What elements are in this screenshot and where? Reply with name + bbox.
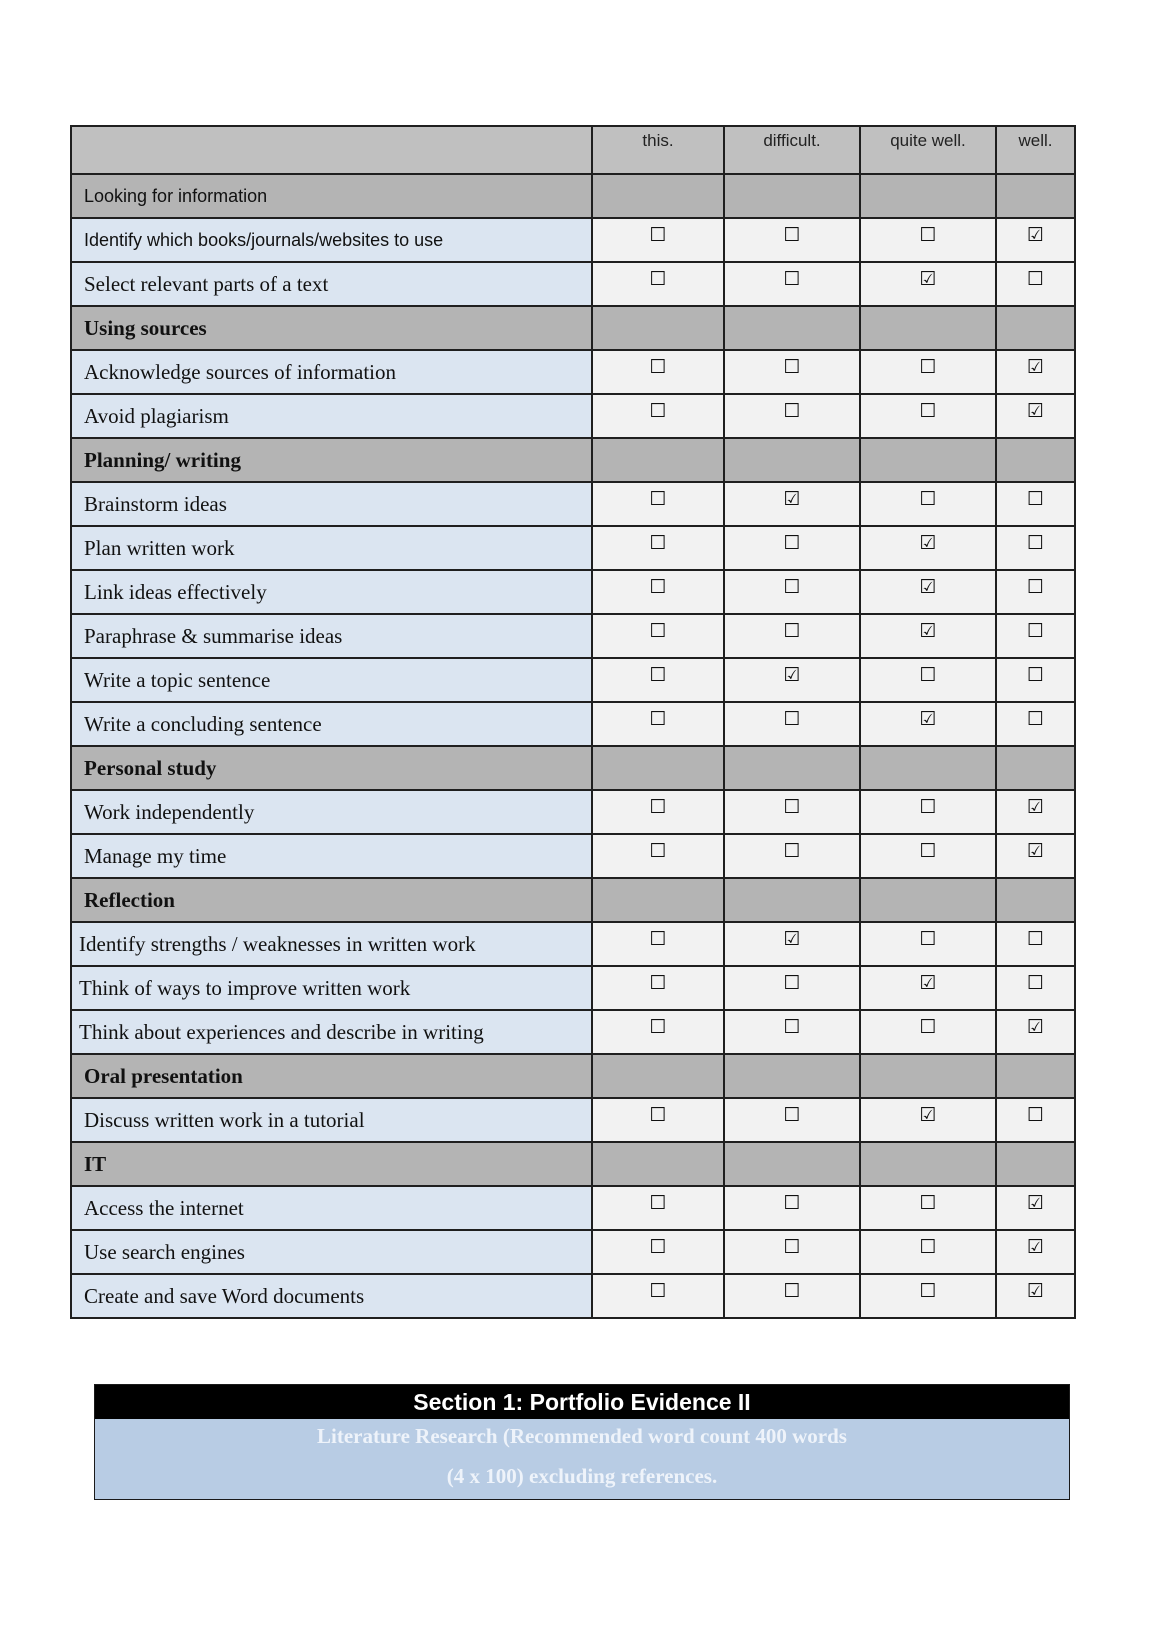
- banner-line-1: Literature Research (Recommended word count 400 words: [317, 1424, 847, 1448]
- unchecked-box-icon[interactable]: ☐: [1026, 488, 1045, 510]
- skill-label-cell: [71, 614, 592, 658]
- skill-label-cell: [71, 702, 592, 746]
- skill-label-cell: [71, 922, 592, 966]
- skill-label: Identify strengths / weaknesses in written work: [79, 931, 476, 956]
- section-blank-cell: [860, 438, 996, 482]
- checked-box-icon[interactable]: ☑: [919, 532, 937, 554]
- skill-row: [71, 482, 1075, 526]
- rating-cell: [996, 966, 1075, 1010]
- checked-box-icon[interactable]: ☑: [1026, 840, 1045, 862]
- section-heading-cell: [71, 746, 592, 790]
- section-blank-cell: [724, 746, 860, 790]
- rating-cell: [724, 1098, 860, 1142]
- unchecked-box-icon[interactable]: ☐: [783, 708, 801, 730]
- skill-label-cell: [71, 658, 592, 702]
- skill-label-cell: [71, 1098, 592, 1142]
- rating-cell: [724, 1186, 860, 1230]
- rating-cell: [592, 218, 724, 262]
- rating-cell: [592, 1098, 724, 1142]
- section-heading-cell: [71, 174, 592, 218]
- section-heading: IT: [84, 1151, 107, 1176]
- skill-label-cell: [71, 350, 592, 394]
- unchecked-box-icon[interactable]: ☐: [1026, 268, 1045, 290]
- rating-cell: [996, 790, 1075, 834]
- rating-cell: [592, 570, 724, 614]
- skill-row: [71, 702, 1075, 746]
- unchecked-box-icon[interactable]: ☐: [1026, 972, 1045, 994]
- rating-cell: [592, 1186, 724, 1230]
- skill-label: Manage my time: [84, 843, 227, 868]
- section-heading: Oral presentation: [84, 1063, 243, 1088]
- checked-box-icon[interactable]: ☑: [1026, 1236, 1045, 1258]
- unchecked-box-icon[interactable]: ☐: [919, 796, 937, 818]
- unchecked-box-icon[interactable]: ☐: [1026, 532, 1045, 554]
- rating-cell: [996, 1230, 1075, 1274]
- rating-cell: [996, 262, 1075, 306]
- unchecked-box-icon[interactable]: ☐: [783, 840, 801, 862]
- rating-cell: [592, 1010, 724, 1054]
- rating-cell: [592, 1230, 724, 1274]
- rating-cell: [592, 614, 724, 658]
- skill-label: Use search engines: [84, 1239, 245, 1264]
- unchecked-box-icon[interactable]: ☐: [649, 1192, 667, 1214]
- unchecked-box-icon[interactable]: ☐: [919, 356, 937, 378]
- rating-cell: [996, 1274, 1075, 1318]
- rating-cell: [996, 570, 1075, 614]
- rating-cell: [592, 350, 724, 394]
- skill-label: Identify which books/journals/websites to use: [84, 229, 444, 250]
- unchecked-box-icon[interactable]: ☐: [649, 928, 667, 950]
- rating-cell: [724, 350, 860, 394]
- skill-label: Access the internet: [84, 1195, 244, 1220]
- skill-row: [71, 1186, 1075, 1230]
- rating-cell: [592, 482, 724, 526]
- unchecked-box-icon[interactable]: ☐: [1026, 576, 1045, 598]
- rating-cell: [860, 350, 996, 394]
- skill-label-cell: [71, 394, 592, 438]
- section-blank-cell: [996, 878, 1075, 922]
- rating-cell: [724, 658, 860, 702]
- rating-cell: [996, 834, 1075, 878]
- rating-cell: [724, 922, 860, 966]
- section-blank-cell: [860, 1054, 996, 1098]
- unchecked-box-icon[interactable]: ☐: [649, 1236, 667, 1258]
- rating-cell: [724, 966, 860, 1010]
- column-header: this.: [592, 126, 724, 174]
- rating-cell: [592, 966, 724, 1010]
- unchecked-box-icon[interactable]: ☐: [919, 1016, 937, 1038]
- skills-checklist-table: [70, 125, 1076, 1319]
- skill-row: [71, 350, 1075, 394]
- skill-label-cell: [71, 218, 592, 262]
- checked-box-icon[interactable]: ☑: [783, 928, 801, 950]
- rating-cell: [996, 1010, 1075, 1054]
- skill-label: Acknowledge sources of information: [84, 359, 396, 384]
- skill-row: [71, 1010, 1075, 1054]
- section-blank-cell: [592, 438, 724, 482]
- unchecked-box-icon[interactable]: ☐: [783, 1280, 801, 1302]
- skill-row: [71, 790, 1075, 834]
- rating-cell: [860, 570, 996, 614]
- rating-cell: [996, 482, 1075, 526]
- skill-row: [71, 658, 1075, 702]
- unchecked-box-icon[interactable]: ☐: [649, 400, 667, 422]
- skill-label: Select relevant parts of a text: [84, 271, 329, 296]
- section-blank-cell: [996, 1054, 1075, 1098]
- checked-box-icon[interactable]: ☑: [1026, 1016, 1045, 1038]
- section-blank-cell: [860, 306, 996, 350]
- rating-cell: [592, 658, 724, 702]
- rating-cell: [860, 1274, 996, 1318]
- unchecked-box-icon[interactable]: ☐: [783, 532, 801, 554]
- rating-cell: [860, 218, 996, 262]
- skill-label-cell: [71, 966, 592, 1010]
- rating-cell: [724, 262, 860, 306]
- checked-box-icon[interactable]: ☑: [1026, 400, 1045, 422]
- column-header: well.: [996, 126, 1075, 174]
- unchecked-box-icon[interactable]: ☐: [783, 972, 801, 994]
- skill-label: Work independently: [84, 799, 255, 824]
- section-blank-cell: [724, 1142, 860, 1186]
- header-row: [71, 126, 1075, 174]
- skill-row: [71, 966, 1075, 1010]
- unchecked-box-icon[interactable]: ☐: [919, 1192, 937, 1214]
- unchecked-box-icon[interactable]: ☐: [649, 224, 667, 246]
- section-heading: Personal study: [84, 755, 217, 780]
- skill-label-cell: [71, 570, 592, 614]
- rating-cell: [724, 1010, 860, 1054]
- banner-title: Section 1: Portfolio Evidence II: [95, 1385, 1069, 1419]
- unchecked-box-icon[interactable]: ☐: [783, 1016, 801, 1038]
- unchecked-box-icon[interactable]: ☐: [649, 1016, 667, 1038]
- rating-cell: [724, 570, 860, 614]
- unchecked-box-icon[interactable]: ☐: [783, 1104, 801, 1126]
- rating-cell: [996, 702, 1075, 746]
- column-header: difficult.: [724, 126, 860, 174]
- rating-cell: [996, 350, 1075, 394]
- rating-cell: [996, 614, 1075, 658]
- unchecked-box-icon[interactable]: ☐: [649, 356, 667, 378]
- unchecked-box-icon[interactable]: ☐: [649, 532, 667, 554]
- checked-box-icon[interactable]: ☑: [1026, 1280, 1045, 1302]
- rating-cell: [592, 790, 724, 834]
- unchecked-box-icon[interactable]: ☐: [649, 1280, 667, 1302]
- section-heading-cell: [71, 306, 592, 350]
- rating-cell: [996, 1098, 1075, 1142]
- skill-label: Plan written work: [84, 535, 235, 560]
- checked-box-icon[interactable]: ☑: [1026, 796, 1045, 818]
- column-header: quite well.: [860, 126, 996, 174]
- checked-box-icon[interactable]: ☑: [919, 620, 937, 642]
- rating-cell: [860, 262, 996, 306]
- unchecked-box-icon[interactable]: ☐: [649, 576, 667, 598]
- rating-cell: [724, 702, 860, 746]
- unchecked-box-icon[interactable]: ☐: [649, 708, 667, 730]
- unchecked-box-icon[interactable]: ☐: [783, 400, 801, 422]
- checked-box-icon[interactable]: ☑: [783, 488, 801, 510]
- skill-row: [71, 834, 1075, 878]
- checked-box-icon[interactable]: ☑: [919, 576, 937, 598]
- unchecked-box-icon[interactable]: ☐: [783, 796, 801, 818]
- rating-cell: [860, 834, 996, 878]
- section-blank-cell: [996, 1142, 1075, 1186]
- section-heading: Looking for information: [84, 185, 268, 206]
- rating-cell: [592, 1274, 724, 1318]
- section-blank-cell: [860, 746, 996, 790]
- unchecked-box-icon[interactable]: ☐: [783, 576, 801, 598]
- rating-cell: [592, 262, 724, 306]
- section-row: [71, 1054, 1075, 1098]
- skill-row: [71, 922, 1075, 966]
- section-blank-cell: [860, 1142, 996, 1186]
- section-row: [71, 746, 1075, 790]
- rating-cell: [860, 966, 996, 1010]
- checked-box-icon[interactable]: ☑: [919, 1104, 937, 1126]
- unchecked-box-icon[interactable]: ☐: [783, 620, 801, 642]
- unchecked-box-icon[interactable]: ☐: [919, 400, 937, 422]
- skill-label: Brainstorm ideas: [84, 491, 227, 516]
- rating-cell: [860, 790, 996, 834]
- rating-cell: [860, 1010, 996, 1054]
- checked-box-icon[interactable]: ☑: [919, 972, 937, 994]
- skill-label-cell: [71, 834, 592, 878]
- unchecked-box-icon[interactable]: ☐: [919, 488, 937, 510]
- unchecked-box-icon[interactable]: ☐: [649, 488, 667, 510]
- section-blank-cell: [724, 174, 860, 218]
- skill-label-cell: [71, 482, 592, 526]
- section-heading: Using sources: [84, 315, 207, 340]
- checklist-body: [71, 126, 1075, 1318]
- rating-cell: [724, 526, 860, 570]
- section-blank-cell: [592, 1054, 724, 1098]
- skill-row: [71, 262, 1075, 306]
- unchecked-box-icon[interactable]: ☐: [1026, 664, 1045, 686]
- rating-cell: [860, 482, 996, 526]
- skill-label: Think of ways to improve written work: [79, 975, 411, 1000]
- rating-cell: [724, 1230, 860, 1274]
- section-heading-cell: [71, 1142, 592, 1186]
- unchecked-box-icon[interactable]: ☐: [783, 1236, 801, 1258]
- section-blank-cell: [724, 878, 860, 922]
- section-heading: Reflection: [84, 887, 175, 912]
- unchecked-box-icon[interactable]: ☐: [649, 796, 667, 818]
- rating-cell: [724, 394, 860, 438]
- section-heading-cell: [71, 878, 592, 922]
- skill-label: Avoid plagiarism: [84, 403, 229, 428]
- checked-box-icon[interactable]: ☑: [919, 708, 937, 730]
- skill-label-cell: [71, 790, 592, 834]
- unchecked-box-icon[interactable]: ☐: [649, 972, 667, 994]
- unchecked-box-icon[interactable]: ☐: [783, 268, 801, 290]
- skill-label: Think about experiences and describe in writing: [79, 1019, 484, 1044]
- section-blank-cell: [724, 1054, 860, 1098]
- rating-cell: [996, 218, 1075, 262]
- checked-box-icon[interactable]: ☑: [1026, 1192, 1045, 1214]
- skill-row: [71, 1098, 1075, 1142]
- skill-label-cell: [71, 1010, 592, 1054]
- unchecked-box-icon[interactable]: ☐: [783, 356, 801, 378]
- banner-body: [95, 1419, 1069, 1499]
- skill-label: Discuss written work in a tutorial: [84, 1107, 365, 1132]
- skill-label-cell: [71, 1230, 592, 1274]
- skill-label-cell: [71, 262, 592, 306]
- rating-cell: [996, 1186, 1075, 1230]
- unchecked-box-icon[interactable]: ☐: [649, 268, 667, 290]
- unchecked-box-icon[interactable]: ☐: [649, 620, 667, 642]
- rating-cell: [860, 394, 996, 438]
- rating-cell: [860, 1098, 996, 1142]
- rating-cell: [724, 482, 860, 526]
- rating-cell: [996, 394, 1075, 438]
- skill-row: [71, 614, 1075, 658]
- unchecked-box-icon[interactable]: ☐: [649, 664, 667, 686]
- skill-label-cell: [71, 526, 592, 570]
- unchecked-box-icon[interactable]: ☐: [919, 664, 937, 686]
- rating-cell: [724, 834, 860, 878]
- section-blank-cell: [592, 746, 724, 790]
- skill-label: Paraphrase & summarise ideas: [84, 623, 343, 648]
- rating-cell: [592, 702, 724, 746]
- skill-row: [71, 570, 1075, 614]
- unchecked-box-icon[interactable]: ☐: [1026, 928, 1045, 950]
- unchecked-box-icon[interactable]: ☐: [919, 1280, 937, 1302]
- unchecked-box-icon[interactable]: ☐: [1026, 1104, 1045, 1126]
- header-blank-cell: [71, 126, 592, 174]
- rating-cell: [724, 218, 860, 262]
- unchecked-box-icon[interactable]: ☐: [783, 224, 801, 246]
- checked-box-icon[interactable]: ☑: [1026, 224, 1045, 246]
- skill-row: [71, 526, 1075, 570]
- section-blank-cell: [996, 306, 1075, 350]
- rating-cell: [996, 526, 1075, 570]
- unchecked-box-icon[interactable]: ☐: [1026, 620, 1045, 642]
- skill-row: [71, 218, 1075, 262]
- rating-cell: [860, 922, 996, 966]
- skill-label-cell: [71, 1186, 592, 1230]
- section-blank-cell: [996, 746, 1075, 790]
- skill-label: Write a concluding sentence: [84, 711, 322, 736]
- skill-label-cell: [71, 1274, 592, 1318]
- rating-cell: [996, 658, 1075, 702]
- skill-row: [71, 1230, 1075, 1274]
- skill-row: [71, 1274, 1075, 1318]
- section-row: [71, 174, 1075, 218]
- section-heading-cell: [71, 438, 592, 482]
- skill-label: Write a topic sentence: [84, 667, 271, 692]
- section-heading: Planning/ writing: [84, 447, 241, 472]
- rating-cell: [860, 1186, 996, 1230]
- rating-cell: [860, 526, 996, 570]
- portfolio-evidence-banner: [94, 1384, 1070, 1500]
- skill-row: [71, 394, 1075, 438]
- section-blank-cell: [860, 878, 996, 922]
- section-blank-cell: [996, 174, 1075, 218]
- section-blank-cell: [860, 174, 996, 218]
- rating-cell: [860, 658, 996, 702]
- section-blank-cell: [592, 878, 724, 922]
- section-blank-cell: [592, 1142, 724, 1186]
- section-blank-cell: [724, 438, 860, 482]
- unchecked-box-icon[interactable]: ☐: [919, 928, 937, 950]
- section-blank-cell: [996, 438, 1075, 482]
- rating-cell: [996, 922, 1075, 966]
- checked-box-icon[interactable]: ☑: [1026, 356, 1045, 378]
- rating-cell: [592, 394, 724, 438]
- checked-box-icon[interactable]: ☑: [919, 268, 937, 290]
- rating-cell: [860, 702, 996, 746]
- rating-cell: [592, 526, 724, 570]
- unchecked-box-icon[interactable]: ☐: [919, 224, 937, 246]
- unchecked-box-icon[interactable]: ☐: [649, 1104, 667, 1126]
- section-blank-cell: [724, 306, 860, 350]
- rating-cell: [860, 1230, 996, 1274]
- rating-cell: [724, 1274, 860, 1318]
- section-row: [71, 878, 1075, 922]
- rating-cell: [724, 614, 860, 658]
- unchecked-box-icon[interactable]: ☐: [1026, 708, 1045, 730]
- section-heading-cell: [71, 1054, 592, 1098]
- unchecked-box-icon[interactable]: ☐: [919, 840, 937, 862]
- skill-label: Create and save Word documents: [84, 1283, 365, 1308]
- checked-box-icon[interactable]: ☑: [783, 664, 801, 686]
- section-blank-cell: [592, 174, 724, 218]
- rating-cell: [724, 790, 860, 834]
- rating-cell: [860, 614, 996, 658]
- section-row: [71, 306, 1075, 350]
- section-row: [71, 438, 1075, 482]
- banner-line-2: (4 x 100) excluding references.: [446, 1464, 718, 1488]
- unchecked-box-icon[interactable]: ☐: [649, 840, 667, 862]
- skill-label: Link ideas effectively: [84, 579, 267, 604]
- rating-cell: [592, 834, 724, 878]
- section-blank-cell: [592, 306, 724, 350]
- rating-cell: [592, 922, 724, 966]
- section-row: [71, 1142, 1075, 1186]
- unchecked-box-icon[interactable]: ☐: [783, 1192, 801, 1214]
- unchecked-box-icon[interactable]: ☐: [919, 1236, 937, 1258]
